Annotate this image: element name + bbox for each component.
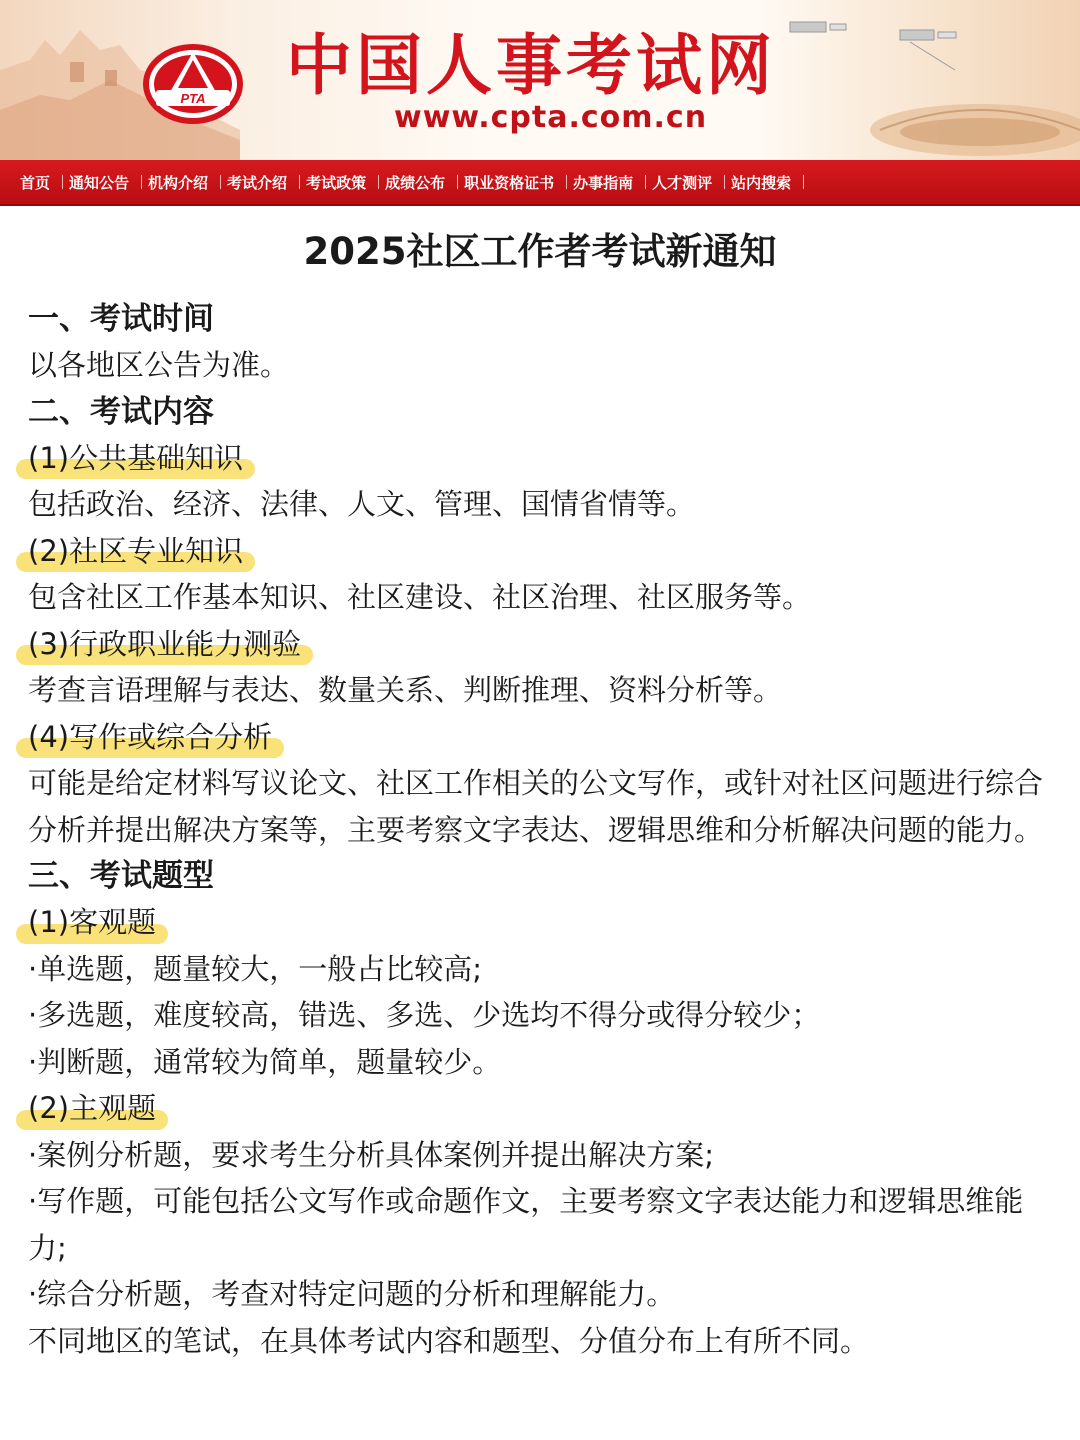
content-text-community-knowledge: 包含社区工作基本知识、社区建设、社区治理、社区服务等。: [28, 580, 812, 614]
article: [0, 226, 1080, 1364]
nav-item-results[interactable]: 成绩公布: [379, 172, 458, 193]
section-heading-exam-content: 二、考试内容: [28, 393, 214, 430]
nav-item-notices[interactable]: 通知公告: [63, 172, 142, 193]
type-label-objective: (1)客观题: [28, 899, 156, 946]
content-text-writing: 可能是给定材料写议论文、社区工作相关的公文写作，或针对社区问题进行综合分析并提出解决方案等，主要考察文字表达、逻辑思维和分析解决问题的能力。: [28, 766, 1044, 847]
nav-item-search[interactable]: 站内搜索: [725, 172, 804, 193]
subjective-bullet-comprehensive: ·综合分析题，考查对特定问题的分析和理解能力。: [28, 1277, 676, 1311]
nav-item-certificates[interactable]: 职业资格证书: [458, 172, 567, 193]
objective-bullet-multiple-choice: ·多选题，难度较高，错选、多选、少选均不得分或得分较少；: [28, 998, 821, 1032]
content-text-aptitude-test: 考查言语理解与表达、数量关系、判断推理、资料分析等。: [28, 673, 783, 707]
section-heading-exam-time: 一、考试时间: [28, 301, 214, 337]
closing-note: 不同地区的笔试，在具体考试内容和题型、分值分布上有所不同。: [28, 1323, 870, 1358]
section-heading-question-types: 三、考试题型: [28, 858, 214, 894]
main-nav: [0, 160, 1080, 206]
content-label-aptitude-test: (3)行政职业能力测验: [28, 621, 301, 668]
nav-item-exam-policy[interactable]: 考试政策: [300, 172, 379, 193]
site-name: 中国人事考试网: [286, 27, 776, 104]
article-title: 2025社区工作者考试新通知: [303, 230, 777, 273]
nav-item-assessment[interactable]: 人才测评: [646, 172, 725, 193]
pta-logo: [140, 40, 246, 126]
objective-bullet-single-choice: ·单选题，题量较大，一般占比较高;: [28, 951, 482, 986]
subjective-bullet-writing: ·写作题，可能包括公文写作或命题作文，主要考察文字表达能力和逻辑思维能力;: [28, 1184, 1024, 1265]
site-header: [0, 0, 1080, 160]
content-label-community-knowledge: (2)社区专业知识: [28, 528, 243, 575]
content-text-public-knowledge: 包括政治、经济、法律、人文、管理、国情省情等。: [28, 487, 696, 521]
subjective-bullet-case-analysis: ·案例分析题，要求考生分析具体案例并提出解决方案;: [28, 1137, 714, 1172]
svg-text:PTA: PTA: [180, 91, 206, 106]
exam-time-text: 以各地区公告为准。: [28, 348, 290, 382]
nav-item-home[interactable]: 首页: [14, 172, 63, 193]
type-label-subjective: (2)主观题: [28, 1085, 156, 1132]
satellite-stadium-decoration: [750, 0, 1080, 160]
nav-item-about[interactable]: 机构介绍: [142, 172, 221, 193]
nav-item-guide[interactable]: 办事指南: [567, 172, 646, 193]
site-url[interactable]: www.cpta.com.cn: [394, 100, 708, 135]
content-label-writing: (4)写作或综合分析: [28, 714, 272, 761]
content-label-public-knowledge: (1)公共基础知识: [28, 435, 243, 482]
objective-bullet-true-false: ·判断题，通常较为简单，题量较少。: [28, 1044, 502, 1079]
nav-item-exam-intro[interactable]: 考试介绍: [221, 172, 300, 193]
